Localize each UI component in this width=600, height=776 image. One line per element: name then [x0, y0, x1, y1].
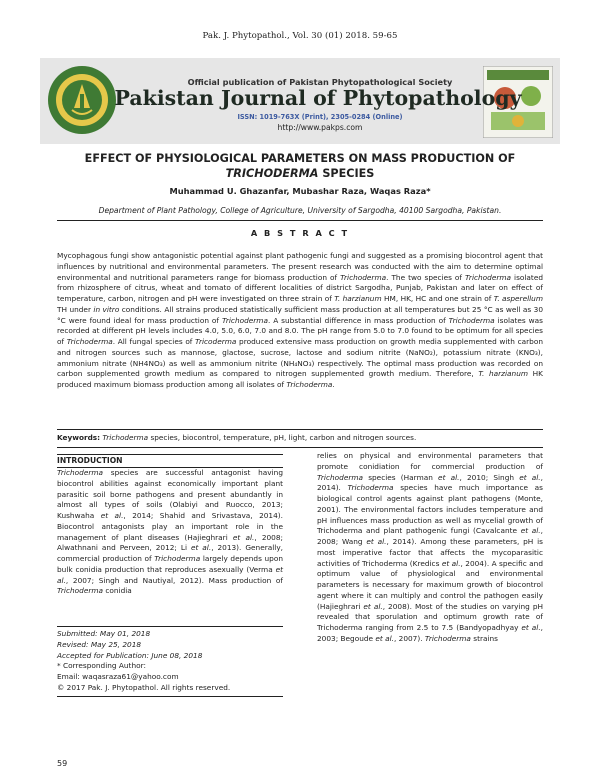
divider	[57, 429, 543, 430]
divider	[57, 220, 543, 221]
submission-info	[57, 626, 283, 697]
abstract-heading: A B S T R A C T	[250, 228, 350, 238]
issn-line: ISSN: 1019-763X (Print), 2305-0284 (Online)	[237, 113, 403, 121]
keywords: Keywords: Trichoderma species, biocontrol, temperature, pH, light, carbon and nitrogen sources.	[57, 433, 417, 442]
section-heading-introduction: INTRODUCTION	[57, 454, 283, 468]
introduction-right-column: relies on physical and environmental parameters that promote conidiation for commercial production of Trichoderma species (Harman et al., 2010; Singh et al., 2014). Trichoderma species have much importance as biological control agents against plant pathogens (Monte, 2001). The environmental factors includes temperature and pH influences mass production as well as mycelial growth of Trichoderma and plant pathogenic fungi (Cavalcante et al., 2008; Wang et al., 2014). Among these parameters, pH is most imperative factor that affects the mycoparasitic activities of Trichoderma (Kredics et al., 2004). A specific and optimum value of physiological and environmental parameters is necessary for maximum growth of biocontrol agent where it can multiply and control the pathogen easily (Hajieghrari et al., 2008). Most of the studies on varying pH revealed that sporulation and optimum growth rate of Trichoderma ranging from 2.5 to 7.5 (Bandyopadhyay et al., 2003; Begoude et al., 2007). Trichoderma strains	[317, 451, 544, 643]
divider	[57, 447, 543, 448]
revised-date: Revised: May 25, 2018	[57, 639, 142, 649]
submitted-date: Submitted: May 01, 2018	[57, 629, 151, 638]
journal-title: Pakistan Journal of Phytopathology	[114, 86, 522, 110]
abstract-body: Mycophagous fungi show antagonistic potential against plant pathogenic fungi and suggested as a promising biocontrol agent that influences by nutritional and environmental parameters. The present research was conducted with the aim to determine optimal environmental and nutritional parameters range for biomass production of Trichoderma. The two species of Trichoderma isolated from rhizosphere of citrus, wheat and tomato of different localities of district Sargodha, Punjab, Pakistan and later on effect of temperature, carbon, nitrogen and pH were investigated on three strain of T. harzianum HM, HK, HC and one strain of T. asperellum TH under in vitro conditions. All strains produced statistically sufficient mass production at all temperatures but 25 °C as well as 30 °C were found ideal for mass production of Trichoderma. A substantial difference in mass production of Trichoderma isolates was recorded at different pH levels includes 4.0, 5.0, 6.0, 7.0 and 8.0. The pH range from 5.0 to 7.0 found to be optimum for all species of Trichoderma. All fungal species of Tricoderma produced extensive mass production on growth media supplemented with carbon and nitrogen sources such as mannose, glactose, sucrose, lactose and sodium nitrite (NaNO₂), potassium nitrate (KNO₃), ammonium nitrate (NH4NO₃) as well as ammonium nitrite (NH₄NO₃) respectively. The optimal mass production was recorded on carbon supplemented growth medium as compared to nitrogen supplemented growth medium. Therefore, T. harzianum HK produced maximum biomass production among all isolates of Trichoderma.	[57, 251, 544, 389]
copyright: © 2017 Pak. J. Phytopathol. All rights reserved.	[57, 682, 231, 692]
introduction-left-column: Trichoderma species are successful antagonist having biocontrol abilities against economically important plant parasitic soil borne pathogens and present abundantly in almost all types of soils (Olabiyi and Ruocco, 2013; Kushwaha et al., 2014; Shahid and Srivastava, 2014). Biocontrol antagonists play an important role in the management of plant diseases (Hajieghrari et al., 2008; Alwathnani and Perveen, 2012; Li et al., 2013). Generally, commercial production of Trichoderma largely depends upon bulk conidia production that reproduces asexually (Verma et al., 2007; Singh and Nautiyal, 2012). Mass production of Trichoderma conidia	[57, 468, 283, 596]
corresponding-author-label: * Corresponding Author:	[57, 661, 146, 671]
paper-title-line2: TRICHODERMA SPECIES	[225, 167, 375, 180]
affiliation: Department of Plant Pathology, College of Agriculture, University of Sargodha, 40100 Sargodha, Pakistan.	[98, 206, 502, 215]
journal-url[interactable]: http://www.pakps.com	[277, 123, 363, 132]
official-publication-line: Official publication of Pakistan Phytopathological Society	[187, 77, 453, 87]
running-header: Pak. J. Phytopathol., Vol. 30 (01) 2018. 59-65	[202, 31, 398, 41]
accepted-date: Accepted for Publication: June 08, 2018	[57, 650, 203, 660]
page-number: 59	[57, 759, 68, 768]
email[interactable]: Email: waqasraza61@yahoo.com	[57, 672, 179, 681]
paper-title	[40, 151, 560, 181]
paper-title-line1: EFFECT OF PHYSIOLOGICAL PARAMETERS ON MASS PRODUCTION OF	[84, 152, 516, 165]
authors: Muhammad U. Ghazanfar, Mubashar Raza, Waqas Raza*	[169, 186, 431, 196]
